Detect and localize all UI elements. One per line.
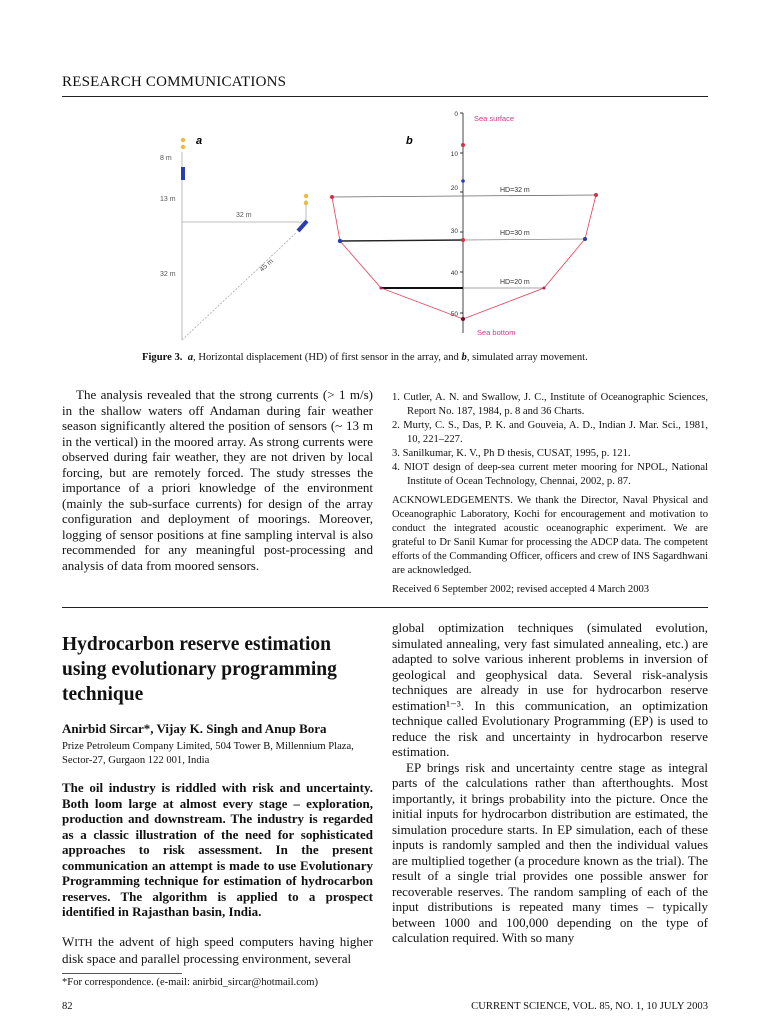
footnote-block — [62, 967, 373, 990]
tick-30: 30 — [450, 228, 458, 235]
panel-b — [330, 111, 598, 337]
article-right-column — [392, 620, 708, 990]
float-icon — [181, 145, 185, 149]
label-32m-horizontal: 32 m — [236, 212, 252, 219]
conclusion-paragraph: The analysis revealed that the strong currents (> 1 m/s) in the shallow waters off Andaman during fair weather season significantly altered the position of sensors (~ 13 m in the vertical) in the moored array. As strong currents were observed during fair weather, they are not driven by local forcing, but are remotely forced. The study stresses the importance of a priori knowledge of the environment (mainly the sub-surface currents) for design of the array configuration and deployment of moorings. Moreover, logging of sensor positions at fine sampling interval is also recommended for any meaningful post-processing and analysis of data from moored sensors. — [62, 387, 373, 573]
received-date: Received 6 September 2002; revised accepted 4 March 2003 — [392, 584, 650, 595]
tick-40: 40 — [450, 270, 458, 277]
acknowledgements: ACKNOWLEDGEMENTS. We thank the Director, Naval Physical and Oceanographic Laboratory, Kochi for encouragement and motivation to conduct the integrated acoustic oceanographic experiment. We are grateful to Dr Sanil Kumar for processing the ADCP data. The competent efforts of the Commanding Officer, officers and crew of INS Sagardhwani are acknowledged. — [392, 495, 708, 576]
panel-b-label: b — [406, 135, 413, 147]
tick-50: 50 — [450, 311, 458, 318]
article-authors: Anirbid Sircar*, Vijay K. Singh and Anup Bora — [62, 721, 327, 736]
affiliation: Prize Petroleum Company Limited, 504 Tower B, Millennium Plaza, Sector-27, Gurgaon 122 001, India — [62, 741, 354, 766]
label-8m: 8 m — [160, 155, 172, 162]
reference-item: 4. NIOT design of deep-sea current meter mooring for NPOL, National Institute of Ocean Technology, Chennai, 2002, p. 87. — [392, 462, 708, 487]
tilted-mooring-line — [182, 233, 296, 340]
article-title: Hydrocarbon reserve estimation using evolutionary programming technique — [62, 634, 337, 705]
reference-item: 2. Murty, C. S., Das, P. K. and Gouveia, A. D., Indian J. Mar. Sci., 1981, 10, 221–227. — [392, 420, 708, 445]
body-paragraph: global optimization techniques (simulated evolution, simulated annealing, very fast simulated annealing, etc.) are adapted to solve various inherent problems in inversion of geological and geophysical data. Several risk-analysis techniques are already in use for hydrocarbon reserve estimation¹⁻³. In this communication, an optimization technique called Evolutionary Programming (EP) is used to reduce the risk and uncertainty in hydrocarbon reserve estimation. — [392, 620, 708, 759]
label-13m: 13 m — [160, 196, 176, 203]
page-number: 82 — [62, 1000, 73, 1012]
right-column-top — [392, 385, 708, 597]
panel-a-label: a — [196, 135, 203, 147]
figure-3-container — [62, 101, 708, 351]
float-icon — [181, 138, 185, 142]
reference-item: 1. Cutler, A. N. and Swallow, J. C., Institute of Oceanographic Sciences, Report No. 187, 1984, p. 8 and 36 Charts. — [392, 392, 708, 417]
section-header: RESEARCH COMMUNICATIONS — [62, 74, 287, 90]
abstract: The oil industry is riddled with risk and uncertainty. Both loom large at almost every stage – exploration, production and downstream. The industry is regarded as a classic illustration of the need for sophisticated approaches to risk assessment. In the present communication an attempt is made to use Evolutionary Programming technique for estimation of hydrocarbon reserves. The algorithm is applied to a prospect identified in Rajasthan basin, India. — [62, 780, 373, 919]
sensor-icon — [298, 221, 307, 231]
tick-0: 0 — [454, 111, 458, 118]
figure-3 — [0, 0, 768, 350]
float-icon — [304, 194, 308, 198]
hd-32-label: HD=32 m — [500, 187, 530, 194]
upper-columns — [62, 385, 708, 597]
hd-20-label: HD=20 m — [500, 279, 530, 286]
reference-item: 3. Sanilkumar, K. V., Ph D thesis, CUSAT, 1995, p. 121. — [392, 448, 631, 459]
label-32m-vertical: 32 m — [160, 271, 176, 278]
body-paragraph: EP brings risk and uncertainty centre stage as integral parts of the calculations rather than afterthoughts. Most importantly, it brings probability into the picture. Once the initial inputs for hydrocarbon distribution are estimated, the simulation procedure starts. In EP simulation, each of these inputs is randomly sampled and then the individual values are multiplied together (a procedure known as the trial). The result of a single trial provides one possible answer for recoverable reserves. The random sampling of each of the input distributions is repeated many times – typically between 1000 and 100,000 depending on the type of calculation required. With so many — [392, 759, 708, 945]
journal-footer: CURRENT SCIENCE, VOL. 85, NO. 1, 10 JULY 2003 — [471, 1000, 708, 1012]
footnote-rule — [62, 973, 182, 974]
article-columns — [62, 620, 708, 990]
footnote: *For correspondence. (e-mail: anirbid_sircar@hotmail.com) — [62, 976, 318, 988]
label-45m: 45 m — [258, 257, 275, 274]
sea-surface-label: Sea surface — [474, 114, 515, 123]
article-left-column — [62, 632, 373, 990]
tick-20: 20 — [450, 185, 458, 192]
sensor-icon — [181, 167, 185, 180]
tick-10: 10 — [450, 151, 458, 158]
intro-paragraph: WITH the advent of high speed computers having higher disk space and parallel processing environment, several — [62, 933, 373, 966]
sea-bottom-label: Sea bottom — [477, 328, 516, 337]
panel-a — [160, 135, 308, 340]
float-icon — [304, 201, 308, 205]
figure-caption: Figure 3. a, Horizontal displacement (HD) of first sensor in the array, and b, simulated array movement. — [142, 352, 588, 363]
hd-30-label: HD=30 m — [500, 230, 530, 237]
section-rule — [62, 607, 708, 608]
page-footer — [62, 1000, 708, 1014]
reference-list — [392, 391, 708, 489]
